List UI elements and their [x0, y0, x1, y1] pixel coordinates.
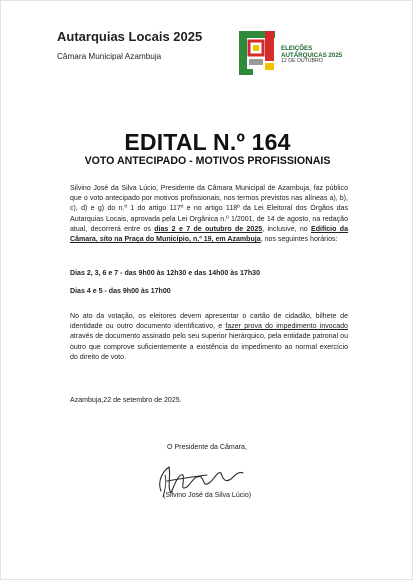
- paragraph-requirements: [70, 312, 348, 363]
- p1-text-a: Silvino José da Silva Lúcio, Presidente da Câmara Municipal de Azambuja, faz público que o voto antecipado por motivos profissionais, nos termos previstos nas alíneas a), b), c), d) e g) do n.º 1 do artigo 117º e no artigo 118º da Lei Eleitoral dos Órgãos das Autarquias Locais, aprovada pela Lei Orgânica n.º 1/2001, de 14 de agosto, na redação atual, decorrerá entre os: [70, 185, 348, 233]
- p4-proof: fazer prova do impedimento invocado: [225, 323, 348, 331]
- schedule-line-1: Dias 2, 3, 6 e 7 - das 9h00 às 12h30 e das 14h00 às 17h30: [70, 270, 260, 277]
- elections-logo-text: [281, 46, 342, 64]
- signature-label: O Presidente da Câmara,: [167, 444, 247, 451]
- logo-line-3: 12 DE OUTUBRO: [281, 58, 323, 64]
- p4-text-a: No ato da votação, os eleitores devem apresentar o cartão de cidadão, bilhete de identidade ou outro documento identificativo, e: [70, 313, 348, 331]
- elections-logo-icon: [235, 27, 279, 79]
- document-date: Azambuja,22 de setembro de 2025.: [70, 397, 182, 404]
- header-subtitle: Câmara Municipal Azambuja: [57, 52, 162, 61]
- edital-subtitle: VOTO ANTECIPADO - MOTIVOS PROFISSIONAIS: [84, 155, 331, 167]
- edital-title: EDITAL N.º 164: [124, 129, 291, 155]
- logo-line-1: ELEIÇÕES: [281, 45, 313, 52]
- p4-text-c: através de documento assinado pelo seu superior hierárquico, pela entidade patronal ou outro que comprove suficientemente a existência do impedimento ao normal exercício do direito de voto.: [70, 333, 348, 361]
- p1-location: Edifício da Câmara, sito na Praça do Município, n.º 19, em Azambuja: [70, 225, 349, 244]
- header-title: Autarquias Locais 2025: [57, 29, 203, 44]
- p1-text-e: , nos seguintes horários:: [260, 236, 338, 244]
- elections-logo: [235, 27, 375, 79]
- paragraph-announcement: [70, 184, 348, 245]
- p1-dates: dias 2 e 7 de outubro de 2025: [154, 225, 263, 233]
- p1-text-c: , inclusive, no: [262, 225, 311, 233]
- logo-line-2: AUTÁRQUICAS 2025: [281, 51, 343, 59]
- signature-name: (Silvino José da Silva Lúcio): [163, 492, 252, 499]
- schedule-line-2: Dias 4 e 5 - das 9h00 às 17h00: [70, 288, 171, 295]
